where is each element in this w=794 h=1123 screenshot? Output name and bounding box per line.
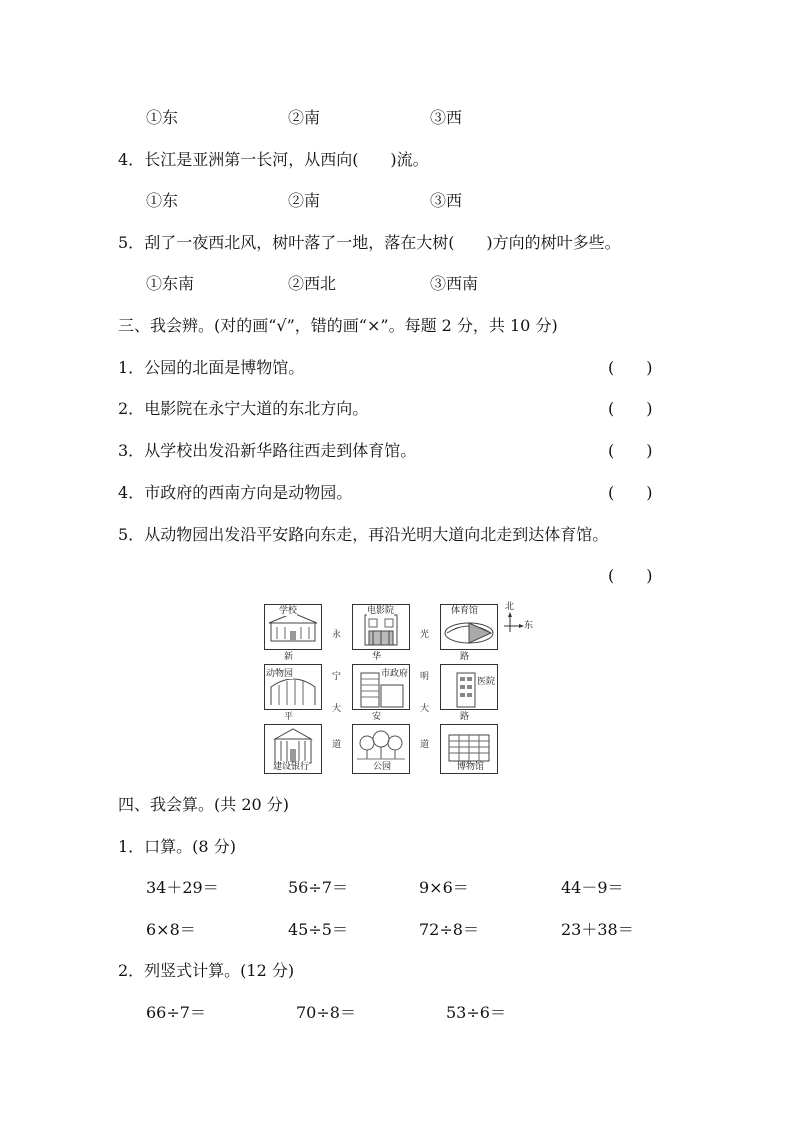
s3-item-1-text: 公园的北面是博物馆。 xyxy=(144,358,305,377)
road-yongning-char-4: 道 xyxy=(332,740,342,750)
road-guangming-char-4: 道 xyxy=(420,740,430,750)
s3-item-4-text: 市政府的西南方向是动物园。 xyxy=(144,483,353,502)
q4-option-c: ③西 xyxy=(430,191,463,210)
s3-item-4-answer-box[interactable]: ( ) xyxy=(608,483,653,502)
road-yongning-char-1: 永 xyxy=(332,630,342,640)
section3-title: 三、我会辨。(对的画“√”，错的画“×”。每题 2 分，共 10 分) xyxy=(118,316,558,335)
s4-part1-title: 1．口算。(8 分) xyxy=(118,837,236,856)
s3-item-3-text: 从学校出发沿新华路往西走到体育馆。 xyxy=(144,441,417,460)
s3-item-3-answer-box[interactable]: ( ) xyxy=(608,441,653,460)
road-xinhua-char-3: 路 xyxy=(460,652,470,662)
label-zoo: 动物园 xyxy=(266,669,294,679)
s3-item-5-number: 5． xyxy=(118,525,145,544)
q4-question xyxy=(118,150,429,170)
label-gym: 体育馆 xyxy=(451,606,479,616)
q3-option-b: ②南 xyxy=(288,108,321,127)
vertical-calc-3: 53÷6＝ xyxy=(446,1003,506,1022)
map-block-museum xyxy=(440,724,498,774)
label-cinema: 电影院 xyxy=(367,606,395,616)
road-pingan-char-1: 平 xyxy=(284,712,294,722)
road-guangming-char-2: 明 xyxy=(420,672,430,682)
q5-text: 刮了一夜西北风，树叶落了一地，落在大树( )方向的树叶多些。 xyxy=(144,233,621,252)
compass-east: 东 xyxy=(524,621,534,631)
road-guangming-char-1: 光 xyxy=(420,630,430,640)
map-block-hospital xyxy=(440,664,498,710)
calc-4: 44－9＝ xyxy=(561,878,624,897)
s4-part2-title: 2．列竖式计算。(12 分) xyxy=(118,961,295,980)
s3-item-1-number: 1． xyxy=(118,358,145,377)
calc-1: 34＋29＝ xyxy=(146,878,219,897)
label-museum: 博物馆 xyxy=(457,762,485,772)
map-block-city-hall xyxy=(352,664,410,710)
vertical-calc-2: 70÷8＝ xyxy=(296,1003,356,1022)
map-block-gym xyxy=(440,604,498,650)
map-block-bank xyxy=(264,724,322,774)
calc-2: 56÷7＝ xyxy=(288,878,348,897)
s3-item-1 xyxy=(118,358,304,378)
road-yongning-char-3: 大 xyxy=(332,704,342,714)
q5-question xyxy=(118,233,621,253)
compass xyxy=(500,602,534,636)
s3-item-1-answer-box[interactable]: ( ) xyxy=(608,358,653,377)
hospital-building-icon xyxy=(441,665,497,709)
q5-option-b: ②西北 xyxy=(288,274,337,293)
s3-item-5 xyxy=(118,525,608,545)
calc-8: 23＋38＝ xyxy=(561,920,634,939)
road-yongning-char-2: 宁 xyxy=(332,672,342,682)
q5-number: 5． xyxy=(118,233,145,252)
map-block-cinema xyxy=(352,604,410,650)
city-map xyxy=(262,602,534,774)
s3-item-2-answer-box[interactable]: ( ) xyxy=(608,399,653,418)
s3-item-4 xyxy=(118,483,352,503)
s3-item-2-text: 电影院在永宁大道的东北方向。 xyxy=(144,399,369,418)
s3-item-2 xyxy=(118,399,368,419)
s3-item-5-answer-box[interactable]: ( ) xyxy=(608,566,653,585)
q5-option-a: ①东南 xyxy=(146,274,195,293)
calc-7: 72÷8＝ xyxy=(419,920,479,939)
road-pingan-char-2: 安 xyxy=(372,712,382,722)
label-bank: 建设银行 xyxy=(273,762,310,772)
road-pingan-char-3: 路 xyxy=(460,712,470,722)
compass-north: 北 xyxy=(505,602,515,612)
map-block-school xyxy=(264,604,322,650)
s3-item-2-number: 2． xyxy=(118,399,145,418)
road-xinhua-char-2: 华 xyxy=(372,652,382,662)
label-city-hall: 市政府 xyxy=(381,669,409,679)
q5-option-c: ③西南 xyxy=(430,274,479,293)
s3-item-3-number: 3． xyxy=(118,441,145,460)
s3-item-4-number: 4． xyxy=(118,483,145,502)
map-block-park xyxy=(352,724,410,774)
q3-option-c: ③西 xyxy=(430,108,463,127)
label-hospital: 医院 xyxy=(477,677,496,687)
road-xinhua-char-1: 新 xyxy=(284,652,294,662)
vertical-calc-1: 66÷7＝ xyxy=(146,1003,206,1022)
q4-text: 长江是亚洲第一长河，从西向( )流。 xyxy=(144,150,429,169)
q4-option-b: ②南 xyxy=(288,191,321,210)
q4-number: 4． xyxy=(118,150,145,169)
calc-3: 9×6＝ xyxy=(419,878,469,897)
section4-title: 四、我会算。(共 20 分) xyxy=(118,795,290,814)
q4-option-a: ①东 xyxy=(146,191,179,210)
map-block-zoo xyxy=(264,664,322,710)
s3-item-3 xyxy=(118,441,416,461)
road-guangming-char-3: 大 xyxy=(420,704,430,714)
s3-item-5-text: 从动物园出发沿平安路向东走，再沿光明大道向北走到达体育馆。 xyxy=(144,525,609,544)
q3-option-a: ①东 xyxy=(146,108,179,127)
label-school: 学校 xyxy=(279,606,298,616)
label-park: 公园 xyxy=(373,762,392,772)
calc-5: 6×8＝ xyxy=(146,920,196,939)
calc-6: 45÷5＝ xyxy=(288,920,348,939)
